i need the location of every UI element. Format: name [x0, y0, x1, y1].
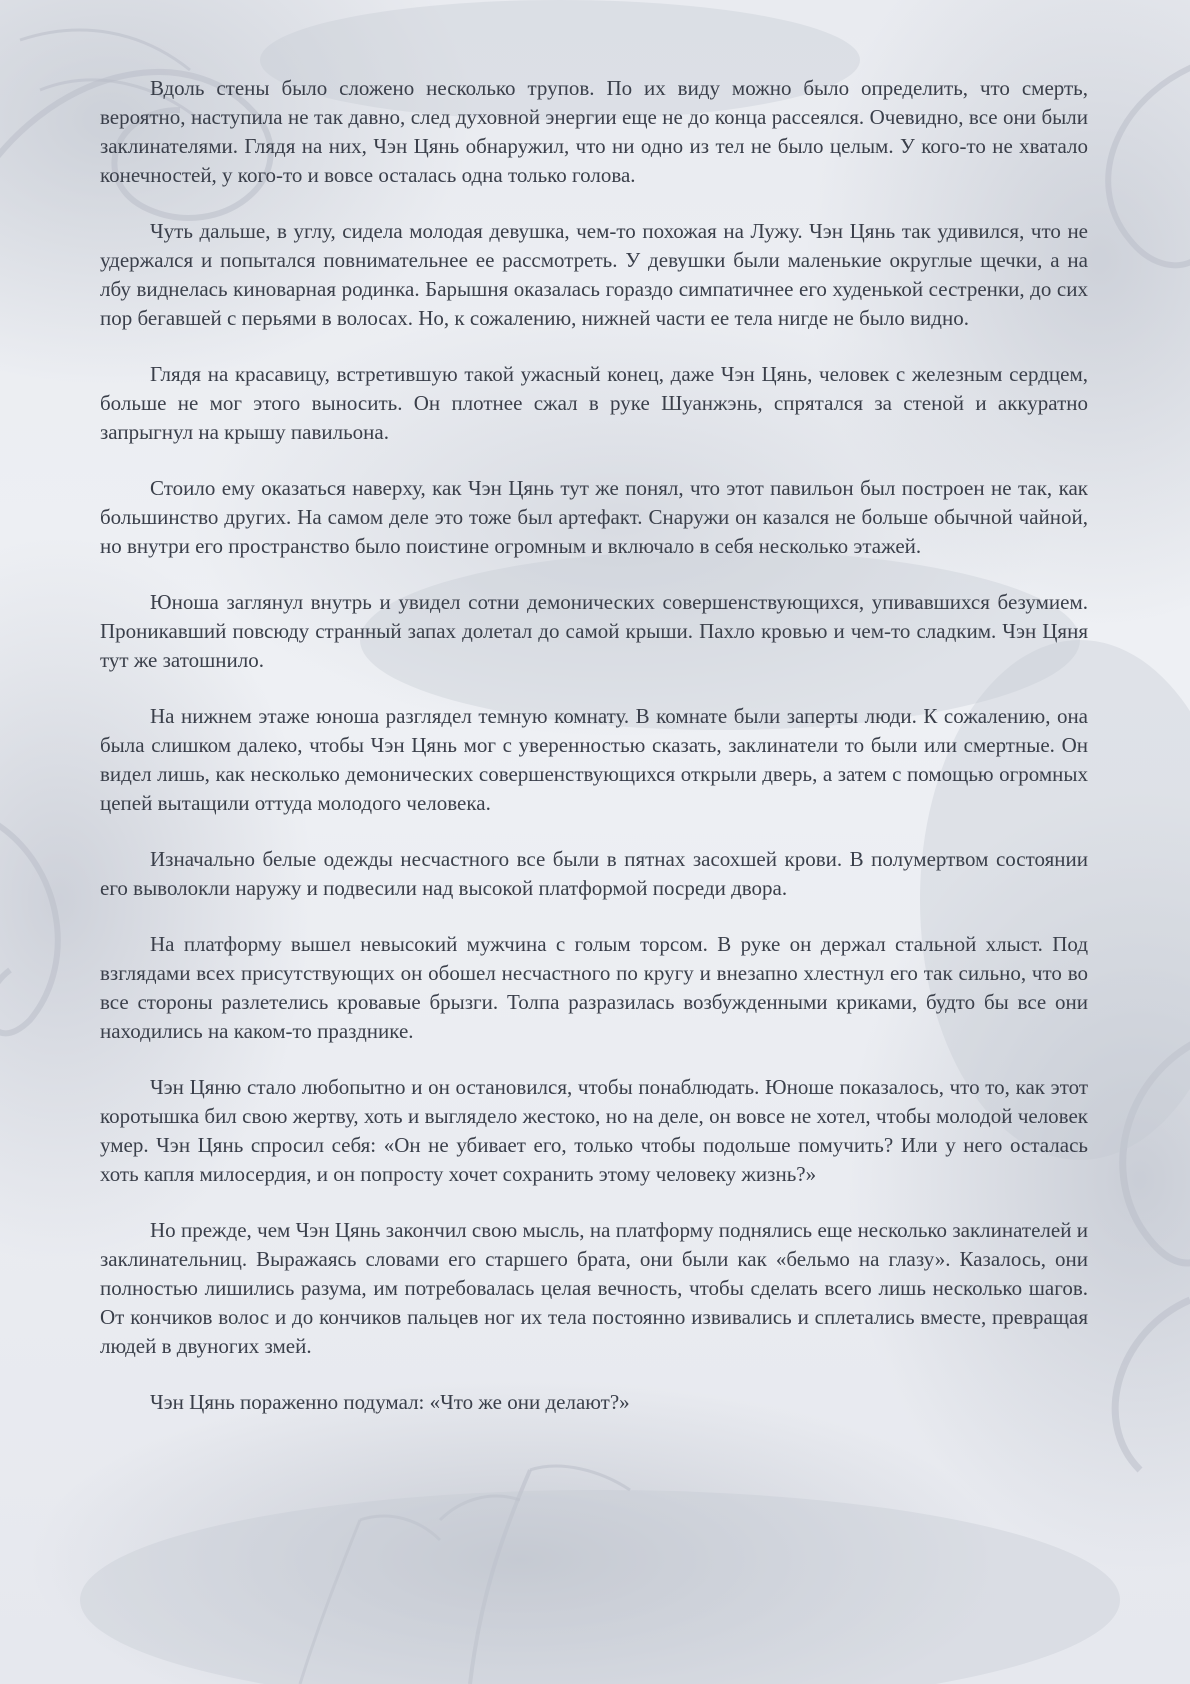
- paragraph-1: Вдоль стены было сложено несколько трупов. По их виду можно было определить, что смерть, вероятно, наступила не так давно, след духовной энергии еще не до конца рассеялся. Очевидно, все они были заклинателями. Глядя на них, Чэн Цянь обнаружил, что ни одно из тел не было целым. У кого-то не хватало конечностей, у кого-то и вовсе осталась одна только голова.: [100, 76, 1088, 187]
- paragraph-11: Чэн Цянь пораженно подумал: «Что же они делают?»: [150, 1390, 630, 1414]
- paragraph-2: Чуть дальше, в углу, сидела молодая девушка, чем-то похожая на Лужу. Чэн Цянь так удивился, что не удержался и попытался повнимательнее ее рассмотреть. У девушки были маленькие округлые щечки, а на лбу виднелась киноварная родинка. Барышня оказалась гораздо симпатичнее его худенькой сестренки, до сих пор бегавшей с перьями в волосах. Но, к сожалению, нижней части ее тела нигде не было видно.: [100, 219, 1088, 330]
- paragraph-10: Но прежде, чем Чэн Цянь закончил свою мысль, на платформу поднялись еще несколько заклинателей и заклинательниц. Выражаясь словами его старшего брата, они были как «бельмо на глазу». Казалось, они полностью лишились разума, им потребовалась целая вечность, чтобы сделать всего лишь несколько шагов. От кончиков волос и до кончиков пальцев ног их тела постоянно извивались и сплетались вместе, превращая людей в двуногих змей.: [100, 1218, 1088, 1358]
- paragraph-5: Юноша заглянул внутрь и увидел сотни демонических совершенствующихся, упивавшихся безумием. Проникавший повсюду странный запах долетал до самой крыши. Пахло кровью и чем-то сладким. Чэн Цяня тут же затошнило.: [100, 590, 1088, 672]
- dragon-coil-top-right: [1108, 60, 1190, 265]
- paragraph-4: Стоило ему оказаться наверху, как Чэн Цянь тут же понял, что этот павильон был построен не так, как большинство других. На самом деле это тоже был артефакт. Снаружи он казался не больше обычной чайной, но внутри его пространство было поистине огромным и включало в себя несколько этажей.: [100, 476, 1088, 558]
- paragraph-9: Чэн Цяню стало любопытно и он остановился, чтобы понаблюдать. Юноше показалось, что то, как этот коротышка бил свою жертву, хоть и выглядело жестоко, но на деле, он вовсе не хотел, чтобы молодой человек умер. Чэн Цянь спросил себя: «Он не убивает его, только чтобы подольше помучить? Или у него осталась хоть капля милосердия, и он попросту хочет сохранить этому человеку жизнь?»: [100, 1075, 1088, 1186]
- paragraph-3: Глядя на красавицу, встретившую такой ужасный конец, даже Чэн Цянь, человек с железным сердцем, больше не мог этого выносить. Он плотнее сжал в руке Шуанжэнь, спрятался за стеной и аккуратно запрыгнул на крышу павильона.: [100, 362, 1088, 444]
- document-body: [100, 74, 1088, 1444]
- paragraph-6: На нижнем этаже юноша разглядел темную комнату. В комнате были заперты люди. К сожалению, она была слишком далеко, чтобы Чэн Цянь мог с уверенностью сказать, заклинатели то были или смертные. Он видел лишь, как несколько демонических совершенствующихся открыли дверь, а затем с помощью огромных цепей вытащили оттуда молодого человека.: [100, 704, 1088, 815]
- bamboo-leaves-bottom: [360, 1466, 630, 1540]
- bamboo-stalk-bottom: [470, 1470, 530, 1684]
- paragraph-7: Изначально белые одежды несчастного все были в пятнах засохшей крови. В полумертвом состоянии его выволокли наружу и подвесили над высокой платформой посреди двора.: [100, 847, 1088, 900]
- dragon-coil-left: [0, 820, 58, 1033]
- ink-cloud-bottom: [80, 1490, 1120, 1684]
- bamboo-stalk-bottom-2: [300, 1520, 360, 1684]
- dragon-coil-right: [1115, 1040, 1190, 1470]
- paragraph-8: На платформу вышел невысокий мужчина с голым торсом. В руке он держал стальной хлыст. Под взглядами всех присутствующих он обошел несчастного по кругу и внезапно хлестнул его так сильно, что во все стороны разлетелись кровавые брызги. Толпа разразилась возбужденными криками, будто бы все они находились на каком-то празднике.: [100, 932, 1088, 1043]
